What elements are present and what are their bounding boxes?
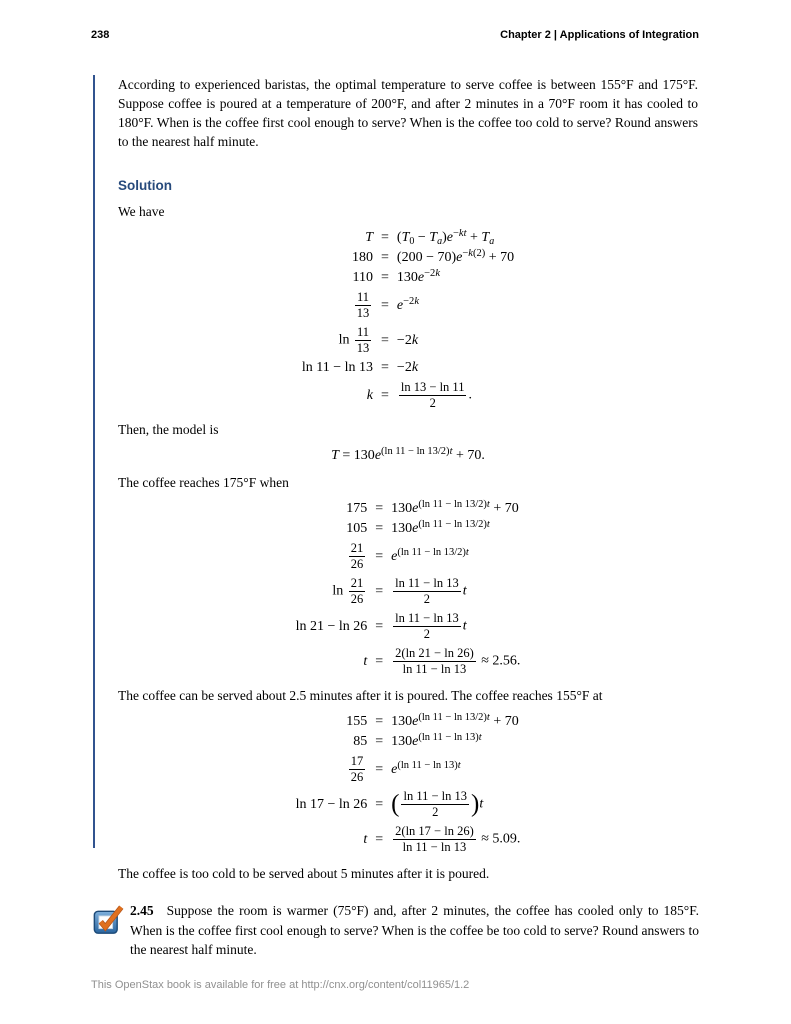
equation-row: $\frac{21}{26}$ = $e^{(ln 11 - ln 13/2)t}$ bbox=[350, 541, 469, 571]
equation-row: ln 17 − ln 26 = ( $\frac{\ln 11 - \ln 13}{2}$ )t bbox=[295, 789, 484, 819]
equation-row: 175 = $130e^{(ln 11 - ln 13/2)t} + 70$ bbox=[346, 499, 519, 516]
equation-row: t = $\frac{2(\ln 17 - \ln 26)}{\ln 11 - \ln 13}$ ≈ 5.09. bbox=[363, 824, 521, 854]
equation-row: t = $\frac{2(\ln 21 - \ln 26)}{\ln 11 - \ln 13}$ ≈ 2.56. bbox=[363, 646, 521, 676]
reaches-175-text: The coffee reaches 175°F when bbox=[118, 475, 289, 490]
served-text: The coffee can be served about 2.5 minutes after it is poured. The coffee reaches 155°F at bbox=[118, 688, 603, 703]
equation-row: 110 = $130e^{-2k}$ bbox=[352, 268, 440, 285]
equation-row: 155 = $130e^{(ln 11 - ln 13/2)t} + 70$ bbox=[346, 712, 519, 729]
checkpoint-text bbox=[130, 901, 699, 960]
example-left-rule bbox=[93, 75, 95, 848]
page-number: 238 bbox=[91, 29, 110, 41]
equation-row: $\frac{11}{13}$ = $e^{-2k}$ bbox=[356, 290, 419, 320]
equation-row: ln $\frac{11}{13}$ = −2k bbox=[338, 325, 419, 355]
too-cold-text: The coffee is too cold to be served about 5 minutes after it is poured. bbox=[118, 866, 490, 881]
equation-row: ln 11 − ln 13 = −2k bbox=[301, 360, 419, 375]
openstax-footer: This OpenStax book is available for free at http://cnx.org/content/col11965/1.2 bbox=[91, 979, 470, 991]
equation-row: 180 = $(200 - 70)e^{-k(2)} + 70$ bbox=[352, 248, 515, 265]
then-model-text: Then, the model is bbox=[118, 422, 219, 437]
chapter-header: Chapter 2 | Applications of Integration bbox=[500, 29, 699, 41]
problem-statement: According to experienced baristas, the optimal temperature to serve coffee is between 155°F and 175°F. Suppose coffee is poured at a temperature of 200°F, and after 2 minutes in a 70°F room it has cooled to 180°F. When is the coffee first cool enough to serve? When is the coffee too cold to serve? Round answers to the nearest half minute. bbox=[118, 77, 698, 149]
equation-row: ln 21 − ln 26 = $\frac{\ln 11 - \ln 13}{2}$ t bbox=[295, 611, 467, 641]
equation-row: $\frac{17}{26}$ = $e^{(ln 11 - ln 13)t}$ bbox=[350, 754, 461, 784]
equation-row: T = $(T_0 - T_a)e^{-kt} + T_a$ bbox=[365, 228, 495, 247]
model-equation: $T = 130e^{(ln 11 - ln 13/2)t} + 70$. bbox=[331, 446, 485, 463]
equation-row: 85 = $130e^{(ln 11 - ln 13)t}$ bbox=[353, 732, 482, 749]
equation-block-cooling-model bbox=[302, 228, 514, 413]
we-have-text: We have bbox=[118, 204, 165, 219]
checkpoint-body-text: Suppose the room is warmer (75°F) and, after 2 minutes, the coffee has cooled only to 185°F. When is the coffee first cool enough to serve? When is the coffee be too cold to serve? Round answers to the nearest half minute. bbox=[130, 903, 699, 957]
equation-row: k = $\frac{\ln 13 - \ln 11}{2}$ . bbox=[366, 380, 472, 410]
equation-row: ln $\frac{21}{26}$ = $\frac{\ln 11 - \ln 13}{2}$ t bbox=[332, 576, 467, 606]
checkpoint-number: 2.45 bbox=[130, 903, 154, 918]
equation-block-155 bbox=[296, 712, 521, 857]
checkpoint-checkbox-icon bbox=[93, 903, 124, 936]
example-body bbox=[118, 0, 698, 883]
solution-heading: Solution bbox=[118, 178, 172, 193]
equation-block-175 bbox=[296, 499, 521, 679]
equation-row: 105 = $130e^{(ln 11 - ln 13/2)t}$ bbox=[346, 519, 490, 536]
checkpoint-2-45 bbox=[93, 901, 699, 960]
